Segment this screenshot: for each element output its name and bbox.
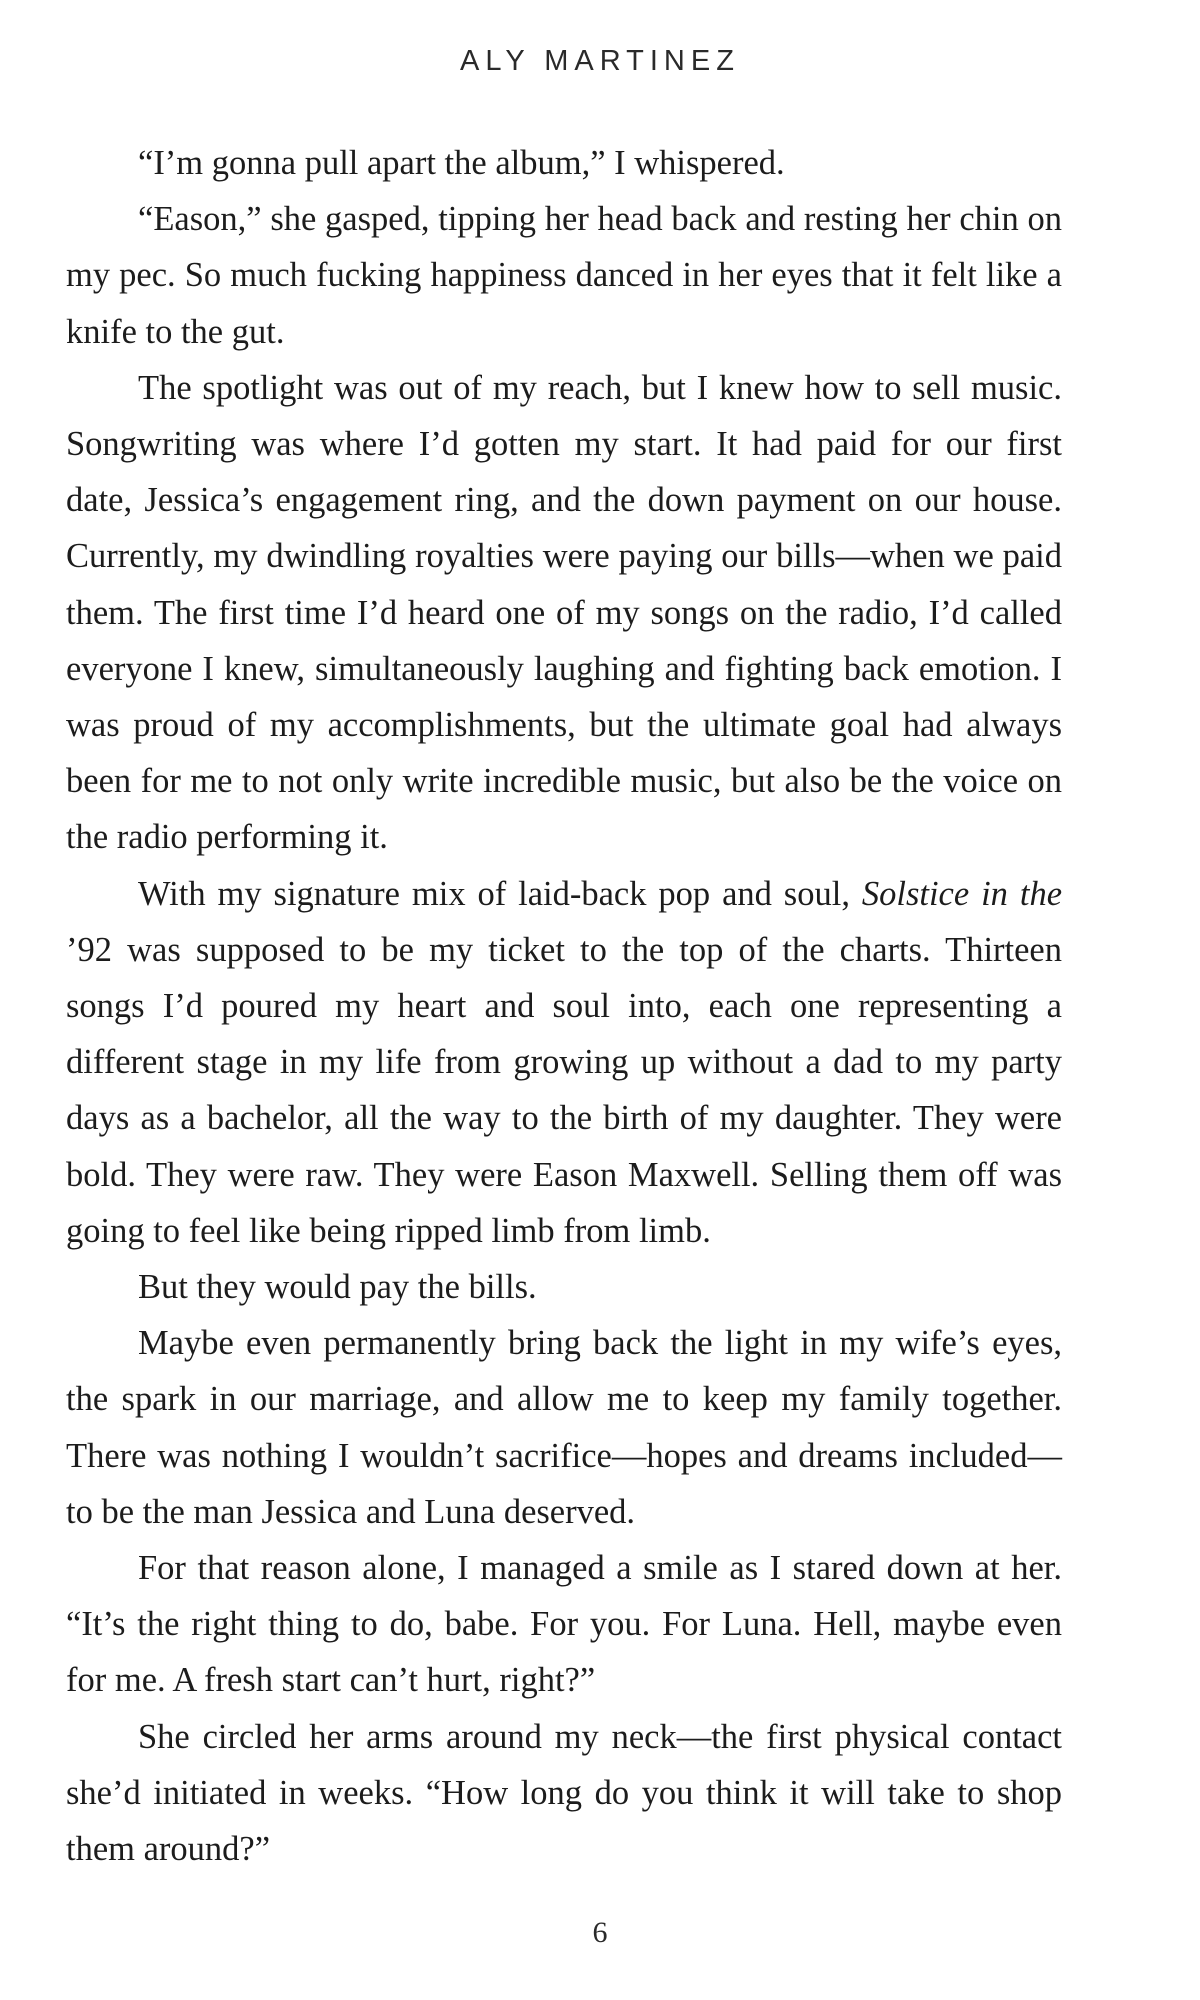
paragraph-6: Maybe even permanently bring back the light in my wife’s eyes, the spark in our marriage, and allow me to keep my family together. There was nothing I wouldn’t sacrifice—hopes and dreams included—to be the man Jessica and Luna deserved. [66,1324,1062,1531]
paragraph-3: The spotlight was out of my reach, but I knew how to sell music. Songwriting was where I’d gotten my start. It had paid for our first date, Jessica’s engagement ring, and the down payment on our house. Currently, my dwindling royalties were paying our bills—when we paid them. The first time I’d heard one of my songs on the radio, I’d called everyone I knew, simultaneously laughing and fighting back emotion. I was proud of my accomplishments, but the ultimate goal had always been for me to not only write incredible music, but also be the voice on the radio performing it. [66,368,1062,857]
paragraph-7: For that reason alone, I managed a smile as I stared down at her. “It’s the right thing to do, babe. For you. For Luna. Hell, maybe even for me. A fresh start can’t hurt, right?” [66,1549,1062,1700]
paragraph-1: “I’m gonna pull apart the album,” I whispered. [138,144,785,182]
page-number: 6 [592,1916,608,1949]
paragraph-4-rest: ’92 was supposed to be my ticket to the top of the charts. Thirteen songs I’d poured my heart and soul into, each one representing a different stage in my life from growing up without a dad to my party days as a bachelor, all the way to the birth of my daughter. They were bold. They were raw. They were Eason Maxwell. Selling them off was going to feel like being ripped limb from limb. [66,930,1062,1250]
paragraph-8: She circled her arms around my neck—the first physical contact she’d initiated in weeks. “How long do you think it will take to shop them around?” [66,1717,1062,1869]
running-head-author: ALY MARTINEZ [460,45,740,77]
paragraph-4-lead: With my signature mix of laid-back pop and soul, [138,874,862,913]
body-text [66,135,1062,1877]
paragraph-2: “Eason,” she gasped, tipping her head back and resting her chin on my pec. So much fucking happiness danced in her eyes that it felt like a knife to the gut. [66,200,1062,351]
album-title: Solstice in the [861,874,1063,913]
paragraph-4 [66,866,1062,1259]
paragraph-5: But they would pay the bills. [138,1268,537,1307]
